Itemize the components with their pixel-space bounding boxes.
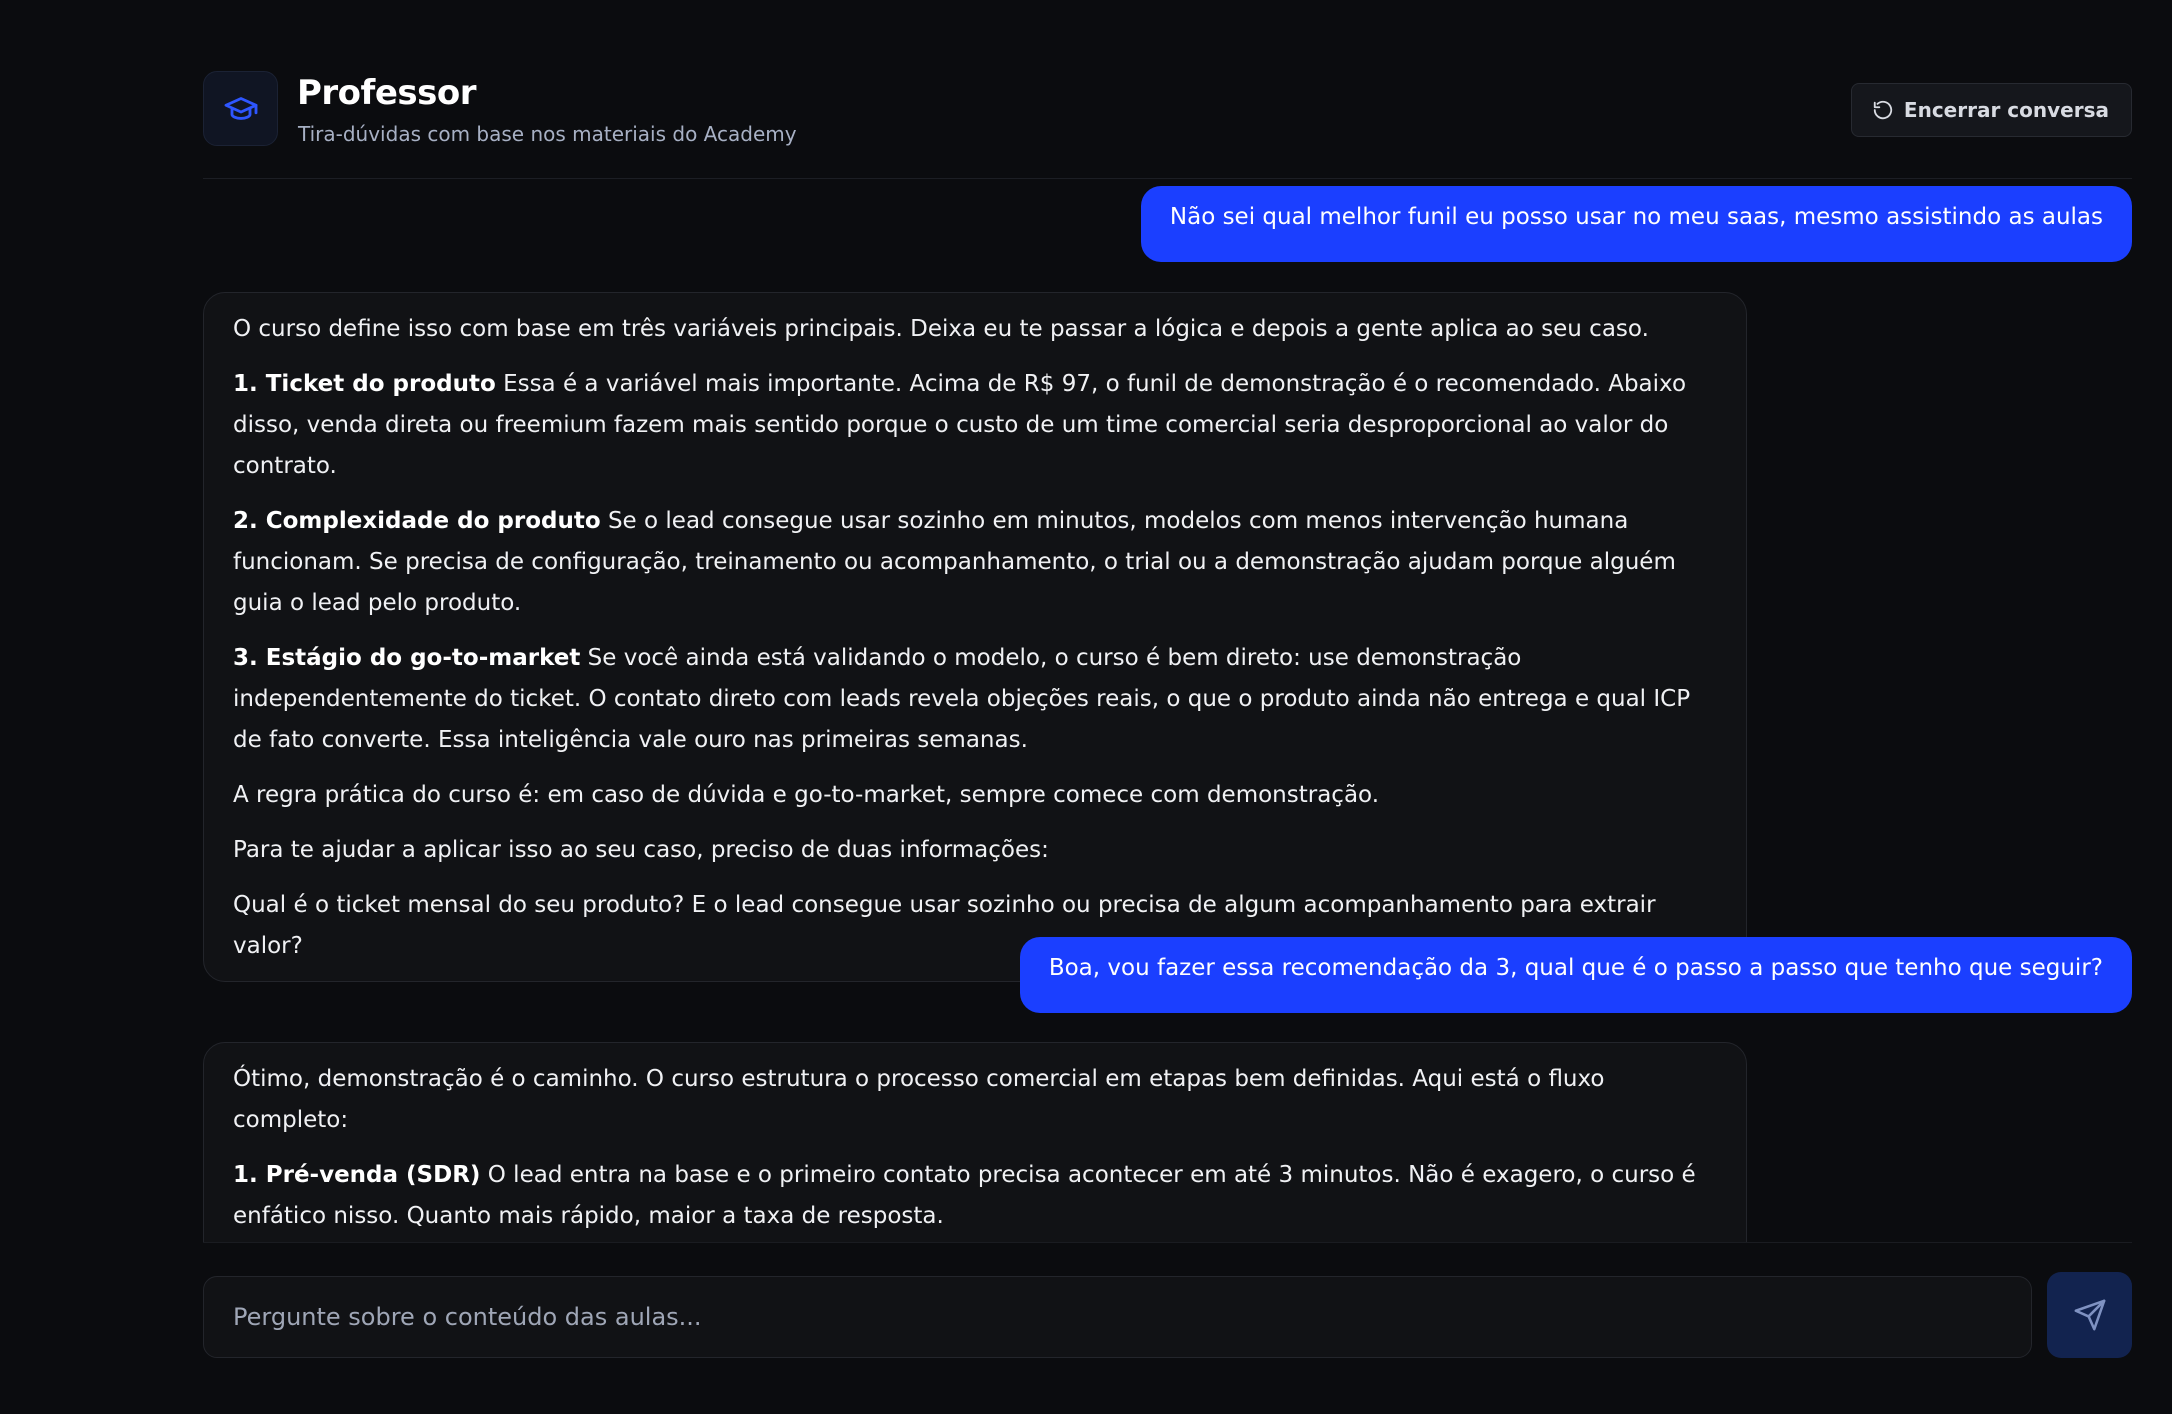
item-title: 1. Pré-venda (SDR) — [233, 1162, 481, 1188]
assistant-paragraph: Qual é o ticket mensal do seu produto? E o lead consegue usar sozinho ou precisa de algum acompanhamento para extrair valor? — [233, 892, 1656, 959]
refresh-icon — [1872, 99, 1894, 121]
chat-header — [203, 71, 2132, 179]
item-text: Essa é a variável mais importante. Acima de R$ 97, o funil de demonstração é o recomendado. Abaixo disso, venda direta ou freemium fazem mais sentido porque o custo de um time comercial seria desproporcional ao valor do contrato. — [233, 371, 1687, 479]
item-text: O lead entra na base e o primeiro contato precisa acontecer em até 3 minutos. Não é exagero, o curso é enfático nisso. Quanto mais rápido, maior a taxa de resposta. — [233, 1162, 1696, 1229]
end-conversation-label: Encerrar conversa — [1903, 98, 2109, 122]
page-title: Professor — [297, 73, 476, 113]
composer-divider — [203, 1242, 2132, 1243]
item-title: 1. Ticket do produto — [233, 371, 496, 397]
assistant-paragraph: A regra prática do curso é: em caso de dúvida e go-to-market, sempre comece com demonstração. — [233, 782, 1380, 808]
assistant-message — [203, 292, 1747, 982]
question-input-placeholder: Pergunte sobre o conteúdo das aulas... — [233, 1303, 702, 1331]
page-subtitle: Tira-dúvidas com base nos materiais do Academy — [298, 122, 797, 146]
assistant-paragraph: Ótimo, demonstração é o caminho. O curso estrutura o processo comercial em etapas bem definidas. Aqui está o fluxo completo: — [233, 1066, 1605, 1133]
assistant-list-item — [233, 1155, 1717, 1237]
graduation-cap-icon — [223, 91, 259, 127]
user-message-text: Não sei qual melhor funil eu posso usar no meu saas, mesmo assistindo as aulas — [1169, 204, 2103, 230]
logo-badge — [203, 71, 278, 146]
assistant-list-item — [233, 638, 1717, 761]
user-message — [1141, 186, 2132, 262]
end-conversation-button[interactable] — [1851, 83, 2132, 137]
assistant-paragraph: O curso define isso com base em três variáveis principais. Deixa eu te passar a lógica e depois a gente aplica ao seu caso. — [233, 316, 1649, 342]
send-button[interactable] — [2047, 1272, 2132, 1358]
assistant-paragraph: Para te ajudar a aplicar isso ao seu caso, preciso de duas informações: — [233, 837, 1049, 863]
item-title: 3. Estágio do go-to-market — [233, 645, 581, 671]
assistant-message — [203, 1042, 1747, 1242]
item-text: Se você ainda está validando o modelo, o curso é bem direto: use demonstração independentemente do ticket. O contato direto com leads revela objeções reais, o que o produto ainda não entrega e qual ICP de fato converte. Essa inteligência vale ouro nas primeiras semanas. — [233, 645, 1691, 753]
item-text: Se o lead consegue usar sozinho em minutos, modelos com menos intervenção humana funcionam. Se precisa de configuração, treinamento ou acompanhamento, o trial ou a demonstração ajudam porque alguém guia o lead pelo produto. — [233, 508, 1676, 616]
user-message — [1020, 937, 2132, 1013]
user-message-text: Boa, vou fazer essa recomendação da 3, qual que é o passo a passo que tenho que seguir? — [1048, 955, 2103, 981]
message-list[interactable] — [203, 180, 2132, 1242]
item-title: 2. Complexidade do produto — [233, 508, 601, 534]
question-input[interactable] — [203, 1276, 2032, 1358]
assistant-list-item — [233, 501, 1717, 624]
assistant-list-item — [233, 364, 1717, 487]
send-icon — [2073, 1298, 2107, 1332]
